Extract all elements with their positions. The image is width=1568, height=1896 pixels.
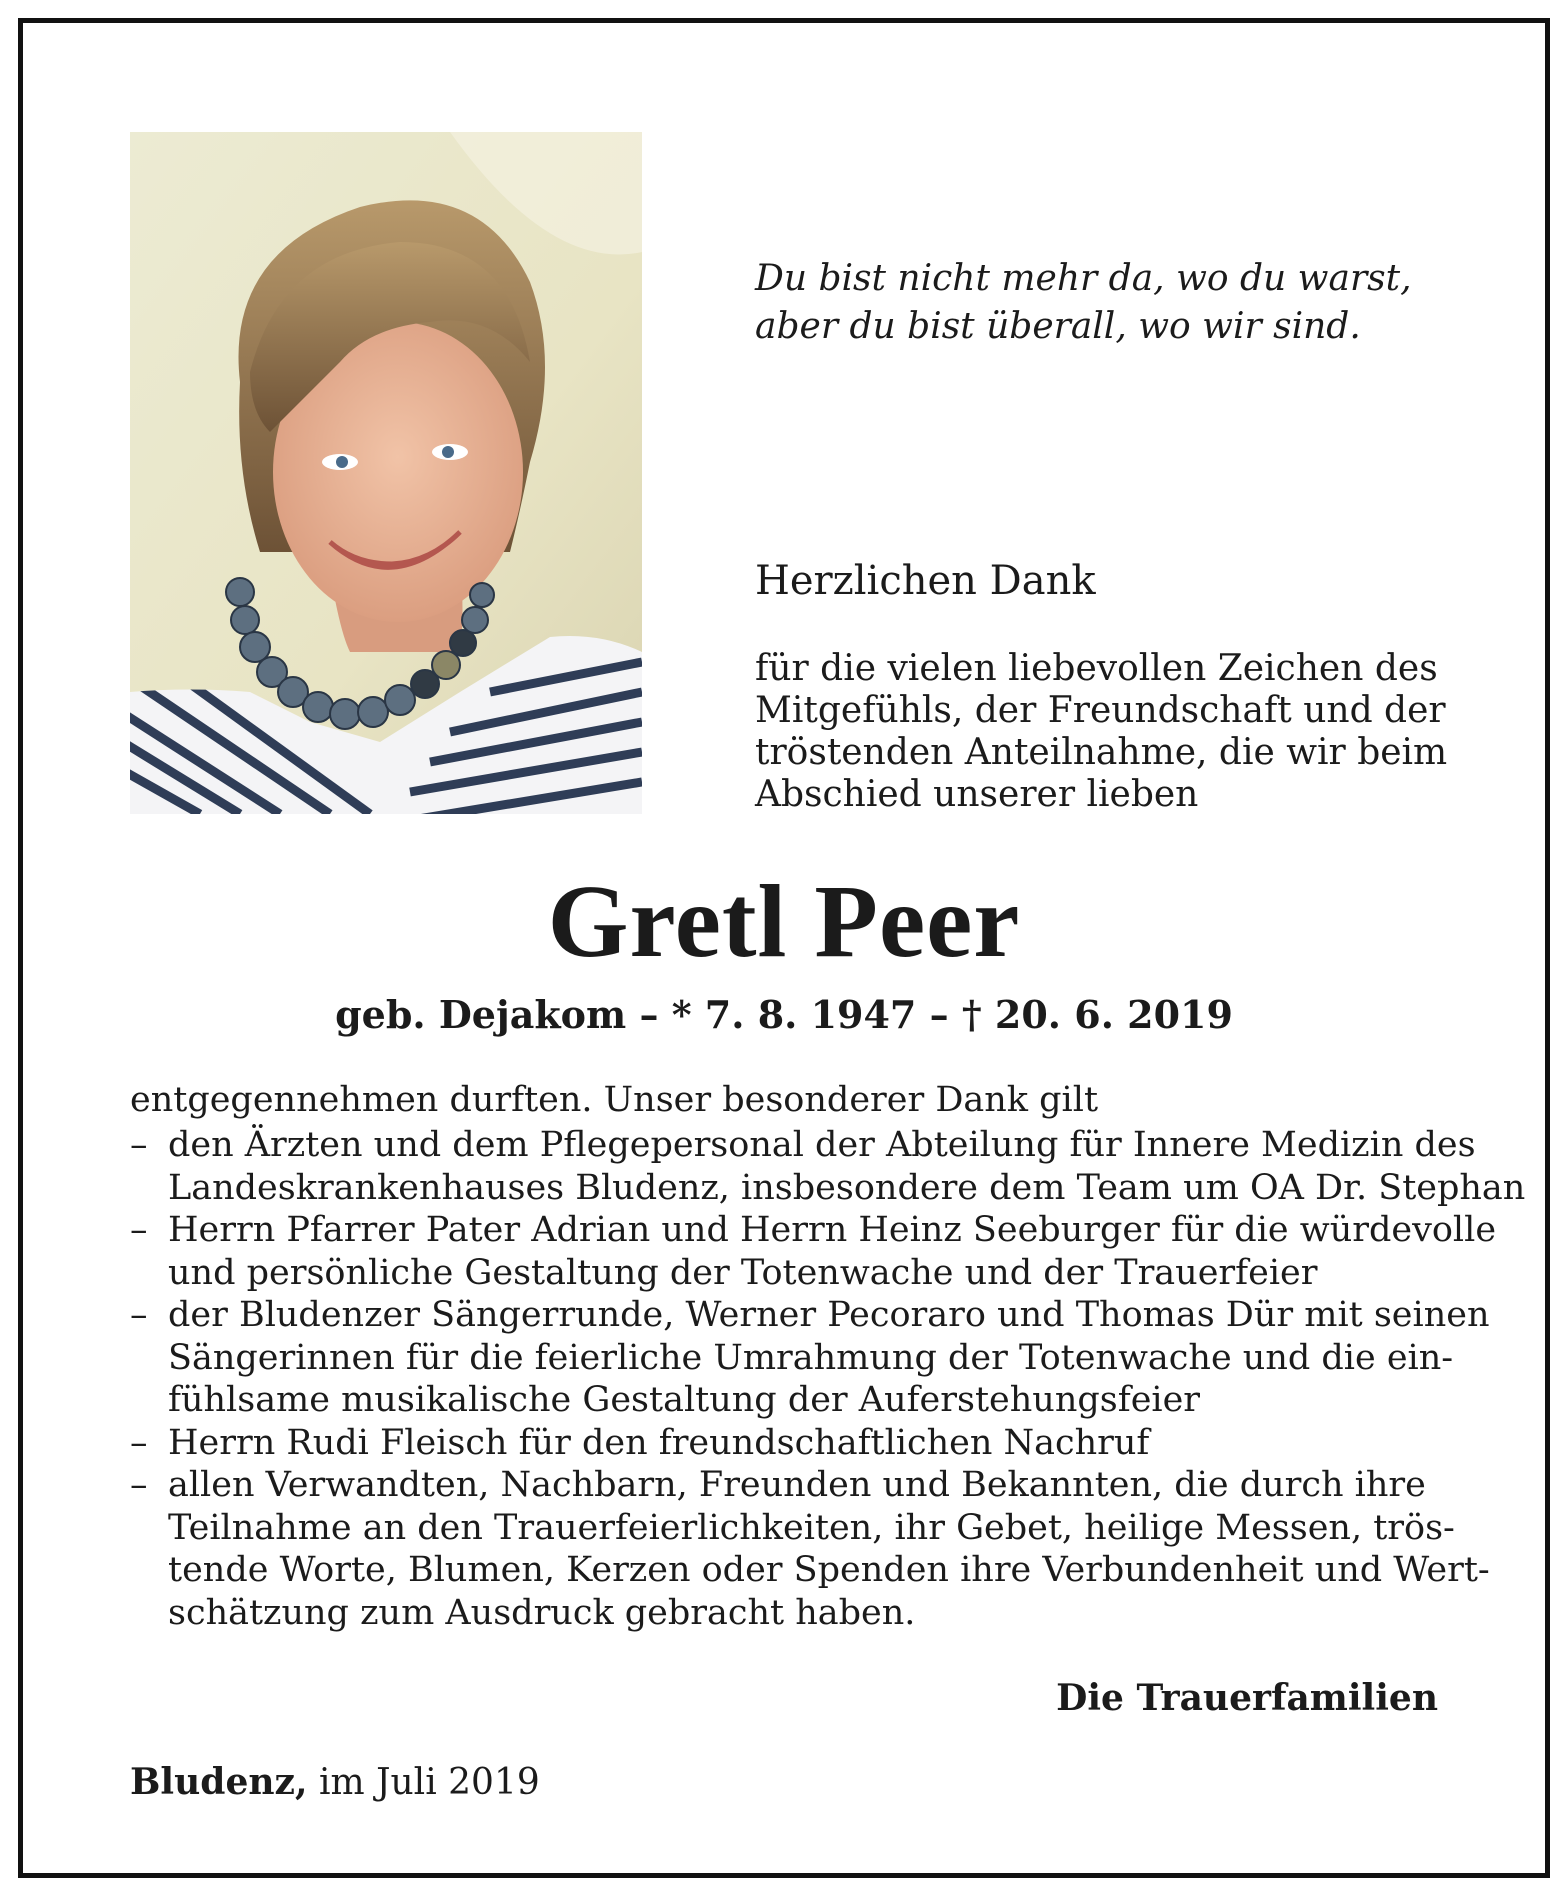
list-item-line: Herrn Pfarrer Pater Adrian und Herrn Heinz Seeburger für die würdevolle: [168, 1210, 1497, 1250]
list-item: [130, 1464, 1490, 1634]
list-item: [130, 1294, 1490, 1422]
list-item-line: Herrn Rudi Fleisch für den freundschaftlichen Nachruf: [168, 1422, 1150, 1463]
list-item-line: tende Worte, Blumen, Kerzen oder Spenden ihre Verbundenheit und Wert-: [168, 1550, 1490, 1590]
date-text: im Juli 2019: [318, 1762, 540, 1803]
birth-death-dates: geb. Dejakom – * 7. 8. 1947 – † 20. 6. 2019: [335, 992, 1233, 1037]
list-item-line: allen Verwandten, Nachbarn, Freunden und Bekannten, die durch ihre: [168, 1465, 1426, 1505]
thanks-line-1: für die vielen liebevollen Zeichen des: [755, 648, 1438, 689]
portrait-image: [130, 132, 642, 814]
list-item-line: und persönliche Gestaltung der Totenwache und der Trauerfeier: [168, 1252, 1318, 1293]
list-item-line: den Ärzten und dem Pflegepersonal der Abteilung für Innere Medizin des: [168, 1125, 1476, 1165]
quote-line-2: aber du bist überall, wo wir sind.: [755, 306, 1361, 347]
list-item-line: fühlsame musikalische Gestaltung der Auferstehungsfeier: [168, 1380, 1201, 1420]
list-item: [130, 1209, 1497, 1294]
list-item-line: der Bludenzer Sängerrunde, Werner Pecoraro und Thomas Dür mit seinen: [168, 1295, 1490, 1335]
memorial-quote: [755, 255, 1455, 351]
list-dash: –: [130, 1125, 148, 1165]
list-item-line: Sängerinnen für die feierliche Umrahmung der Totenwache und die ein-: [168, 1337, 1454, 1378]
list-item: [130, 1422, 1440, 1465]
list-dash: –: [130, 1295, 148, 1335]
list-dash: –: [130, 1210, 148, 1250]
thanks-list: [130, 1124, 1526, 1634]
family-signature: Die Trauerfamilien: [1056, 1677, 1438, 1719]
place-date: [130, 1758, 540, 1807]
list-item: [130, 1124, 1526, 1209]
list-item-line: Teilnahme an den Trauerfeierlichkeiten, ihr Gebet, heilige Messen, trös-: [168, 1507, 1455, 1548]
body-intro: entgegennehmen durften. Unser besonderer Dank gilt: [130, 1080, 1099, 1120]
thanks-line-4: Abschied unserer lieben: [755, 774, 1199, 815]
list-dash: –: [130, 1422, 148, 1463]
list-item-line: Landeskrankenhauses Bludenz, insbesondere dem Team um OA Dr. Stephan: [168, 1167, 1526, 1208]
list-item-line: schätzung zum Ausdruck gebracht haben.: [168, 1592, 916, 1633]
thanks-heading: Herzlichen Dank: [755, 558, 1096, 604]
thanks-line-3: tröstenden Anteilnahme, die wir beim: [755, 732, 1448, 773]
thanks-line-2: Mitgefühls, der Freundschaft und der: [755, 690, 1446, 731]
quote-line-1: Du bist nicht mehr da, wo du warst,: [755, 258, 1412, 299]
thanks-text: [755, 648, 1448, 816]
deceased-name: Gretl Peer: [547, 864, 1021, 979]
list-dash: –: [130, 1465, 148, 1505]
place-name: Bludenz,: [130, 1761, 308, 1803]
portrait-photo: [130, 132, 642, 814]
